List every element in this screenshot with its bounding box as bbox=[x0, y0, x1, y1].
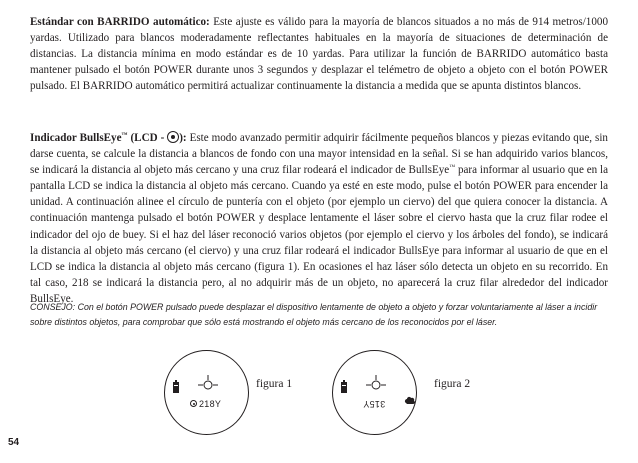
figure-2-label: figura 2 bbox=[434, 378, 471, 390]
scan-body: Este ajuste es válido para la mayoría de blancos situados a no más de 914 metros/1000 yardas. Utilizado para blancos moderadamente reflectantes habituales en la mayoría de situaciones de determinación de distancias. La distancia mínima en modo estándar es de 10 yardas. Para utilizar la función de BARRIDO automático basta mantener pulsado el botón POWER durante unos 3 segundos y desplazar el telémetro de objeto a objeto con el botón POWER pulsado. El BARRIDO automático permitirá actualizar continuamente la distancia a medida que se apunta distintos blancos. bbox=[30, 16, 608, 93]
page-number: 54 bbox=[8, 437, 20, 448]
bullseye-heading-c: ): bbox=[179, 132, 187, 144]
figure-1-readout: 218Y bbox=[199, 399, 222, 409]
trademark-mark-2: ™ bbox=[449, 164, 456, 171]
bullseye-body-b: para informar al usuario que en la pantalla LCD se indica la distancia al objeto más cercano. Cuando ya esté en este modo, pulse el botón POWER para encender la unidad. A continuación alinee el círculo de puntería con el objeto (por ejemplo un ciervo) del que quiera conocer la distancia. A continuación mantenga pulsado el botón POWER y desplace lentamente el láser sobre el ciervo hasta que la cruz filar rodee el indicador del ojo de buey. Si el haz del láser reconoció varios objetos (por ejemplo el ciervo y los árboles del fondo), se indicará la distancia al objeto más cercano (el ciervo) y una cruz filar rodeará el indicador BullsEye para informar al usuario de que en el LCD se indica la distancia al objeto más cercano (figura 1). En ocasiones el haz láser sólo detecta un objeto en su recorrido. En tal caso, 218 se indicará la distancia pero, al no adquirir más de un objeto, no aparecerá la cruz filar alrededor del indicador BullsEye. bbox=[30, 164, 609, 305]
scan-heading: Estándar con BARRIDO automático: bbox=[30, 16, 210, 28]
figure-2-display bbox=[332, 350, 417, 435]
tip-paragraph bbox=[30, 300, 610, 330]
battery-icon bbox=[173, 382, 179, 393]
bullseye-icon bbox=[167, 131, 179, 143]
figure-1-label: figura 1 bbox=[256, 378, 293, 390]
reticle-icon-2 bbox=[366, 375, 386, 395]
tip-lead: CONSEJO: bbox=[30, 302, 76, 313]
bullseye-heading bbox=[30, 132, 187, 144]
bullseye-paragraph bbox=[30, 130, 608, 307]
bullseye-heading-a: Indicador BullsEye bbox=[30, 132, 122, 144]
scan-paragraph bbox=[30, 14, 608, 94]
bullseye-body-a: Este modo avanzado permitir adquirir fácilmente pequeños blancos y piezas evitando que, sin darse cuenta, se calcule la distancia a blancos de fondo con una mayor intensidad en la señal. Si se han adquirido varios blancos, se indicará la distancia al objeto más cercano y una cruz filar rodeará el indicador de BullsEye bbox=[30, 132, 608, 177]
figure-1-display bbox=[164, 350, 249, 435]
battery-icon-2 bbox=[341, 382, 347, 393]
tip-text: Con el botón POWER pulsado puede desplazar el dispositivo lentamente de objeto a objeto y forzar voluntariamente al láser a incidir sobre distintos objetos, para comprobar que sólo está mostrando el objeto más cercano de los reconocidos por el láser. bbox=[30, 302, 598, 328]
reticle-icon bbox=[198, 375, 218, 395]
trademark-mark: ™ bbox=[121, 132, 128, 139]
bullseye-indicator-icon bbox=[190, 400, 197, 407]
figure-2-readout: 315Y bbox=[363, 399, 386, 409]
bullseye-heading-b: (LCD - bbox=[127, 132, 168, 144]
tree-icon bbox=[404, 396, 416, 406]
